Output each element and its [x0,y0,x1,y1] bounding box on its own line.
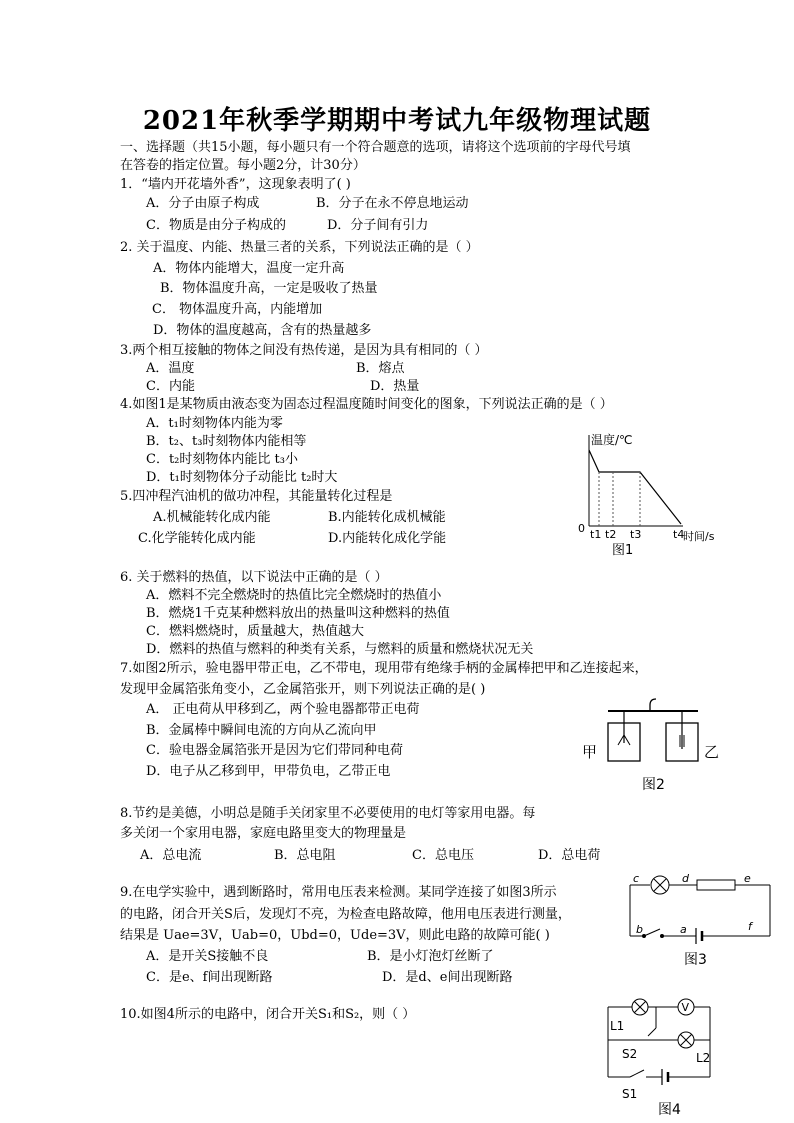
q4-option-d: D．t₁时刻物体分子动能比 t₂时大 [146,470,338,485]
q1-stem: 1．“墙内开花墙外香”，这现象表明了( ) [120,177,351,192]
q5-option-d: D.内能转化成化学能 [328,531,447,546]
q4-option-a: A．t₁时刻物体内能为零 [146,416,283,431]
electroscope-jia-leaf-left [618,735,624,745]
q8-option-a: A．总电流 [140,848,202,863]
fig3-label-e: e [744,872,751,885]
fig1-caption: 图1 [612,543,634,558]
q3-option-d: D．热量 [370,379,420,394]
q4-option-c: C．t₂时刻物体内能比 t₃小 [146,452,298,467]
q7-option-b: B．金属棒中瞬间电流的方向从乙流向甲 [146,723,377,738]
q6-option-d: D．燃料的热值与燃料的种类有关系，与燃料的质量和燃烧状况无关 [146,642,534,657]
q1-option-b: B．分子在永不停息地运动 [316,196,469,211]
switch-s-icon [644,929,660,936]
q9-option-b: B．是小灯泡灯丝断了 [367,949,494,964]
fig1-ylabel: 温度/℃ [591,433,633,447]
q7-option-d: D．电子从乙移到甲，甲带负电，乙带正电 [146,764,391,779]
fig3-label-a: a [680,923,687,936]
q7-option-a: A． 正电荷从甲移到乙，两个验电器都带正电荷 [146,702,420,717]
figure-2-electroscopes [580,695,730,795]
fig1-tick-t2: t2 [605,528,617,541]
q9-option-d: D．是d、e间出现断路 [382,970,513,985]
section-instruction-line1: 一、选择题（共15小题，每小题只有一个符合题意的选项，请将这个选项前的字母代号填 [120,140,631,155]
q1-option-a: A．分子由原子构成 [146,196,260,211]
fig3-label-f: f [748,920,752,933]
q9-option-c: C．是e、f间出现断路 [146,970,273,985]
fig2-label-jia: 甲 [582,743,598,761]
q8-stem-line1: 8.节约是美德，小明总是随手关闭家里不必要使用的电灯等家用电器。每 [120,806,536,821]
fig1-tick-t3: t3 [630,528,642,541]
q5-option-a: A.机械能转化成内能 [153,510,271,525]
q8-option-c: C．总电压 [412,848,474,863]
q1-option-c: C．物质是由分子构成的 [146,218,286,233]
q2-stem: 2. 关于温度、内能、热量三者的关系，下列说法正确的是（ ） [120,240,479,255]
fig2-caption: 图2 [642,777,665,793]
page-title: 2021年秋季学期期中考试九年级物理试题 [142,106,652,136]
fig3-label-d: d [682,872,689,885]
q10-stem: 10.如图4所示的电路中，闭合开关S₁和S₂，则（ ） [120,1007,416,1022]
fig4-label-l2: L2 [696,1051,711,1065]
figure-3-circuit [620,868,780,973]
fig1-xlabel: 时间/s [683,530,715,543]
q6-option-b: B．燃烧1千克某种燃料放出的热量叫这种燃料的热值 [146,606,450,621]
fig4-label-s1: S1 [622,1087,638,1101]
fig1-tick-t1: t1 [590,528,602,541]
fig3-label-b: b [636,923,643,936]
q3-stem: 3.两个相互接触的物体之间没有热传递，是因为具有相同的（ ） [120,343,488,358]
fig1-origin: 0 [578,522,585,535]
q8-option-b: B．总电阻 [274,848,336,863]
q7-stem-line2: 发现甲金属箔张角变小，乙金属箔张开，则下列说法正确的是( ) [120,682,486,697]
voltmeter-label: V [681,1001,690,1014]
switch-s2-blade [648,1028,656,1036]
q7-option-c: C．验电器金属箔张开是因为它们带同种电荷 [146,743,403,758]
q5-stem: 5.四冲程汽油机的做功冲程，其能量转化过程是 [120,489,393,504]
insulated-handle [650,699,656,711]
fig3-caption: 图3 [684,952,707,968]
q8-stem-line2: 多关闭一个家用电器，家庭电路里变大的物理量是 [120,826,407,841]
q9-stem-line2: 的电路，闭合开关S后，发现灯不亮，为检查电路故障，他用电压表进行测量， [120,907,571,922]
q5-option-b: B.内能转化成机械能 [328,510,446,525]
electroscope-jia-leaf-right [624,735,630,745]
q6-option-a: A．燃料不完全燃烧时的热值比完全燃烧时的热值小 [146,588,442,603]
q2-option-d: D．物体的温度越高，含有的热量越多 [153,323,372,338]
fig4-label-s2: S2 [622,1047,638,1061]
switch-s1-blade [630,1070,644,1077]
resistor-icon [697,880,735,890]
temperature-curve [589,450,681,524]
section-instruction-line2: 在答卷的指定位置。每小题2分，计30分） [120,158,366,173]
q8-option-d: D．总电荷 [538,848,601,863]
figure-4-circuit [596,990,726,1118]
fig3-label-c: c [633,872,640,885]
figure-1-temperature-graph [575,430,775,560]
q4-stem: 4.如图1是某物质由液态变为固态过程温度随时间变化的图象，下列说法正确的是（ ） [120,397,613,412]
q2-option-a: A．物体内能增大，温度一定升高 [153,261,345,276]
q7-stem-line1: 7.如图2所示，验电器甲带正电，乙不带电，现用带有绝缘手柄的金属棒把甲和乙连接起来， [120,661,648,676]
q6-stem: 6. 关于燃料的热值，以下说法中正确的是（ ） [120,570,388,585]
fig1-tick-t4: t4 [673,528,685,541]
q2-option-c: C． 物体温度升高，内能增加 [152,302,323,317]
q3-option-c: C．内能 [146,379,195,394]
q9-option-a: A．是开关S接触不良 [146,949,269,964]
q9-stem-line1: 9.在电学实验中，遇到断路时，常用电压表来检测。某同学连接了如图3所示 [120,885,557,900]
q9-stem-line3: 结果是 Uae=3V，Uab=0，Ubd=0，Ude=3V，则此电路的故障可能( ) [120,928,550,943]
fig4-caption: 图4 [658,1102,681,1118]
fig2-label-yi: 乙 [704,743,720,761]
fig4-label-l1: L1 [610,1019,625,1033]
q1-option-d: D．分子间有引力 [327,218,429,233]
q2-option-b: B．物体温度升高，一定是吸收了热量 [160,281,378,296]
q3-option-a: A．温度 [146,361,195,376]
q3-option-b: B．熔点 [356,361,405,376]
q4-option-b: B．t₂、t₃时刻物体内能相等 [146,434,307,449]
q5-option-c: C.化学能转化成内能 [138,531,256,546]
q6-option-c: C．燃料燃烧时，质量越大，热值越大 [146,624,364,639]
